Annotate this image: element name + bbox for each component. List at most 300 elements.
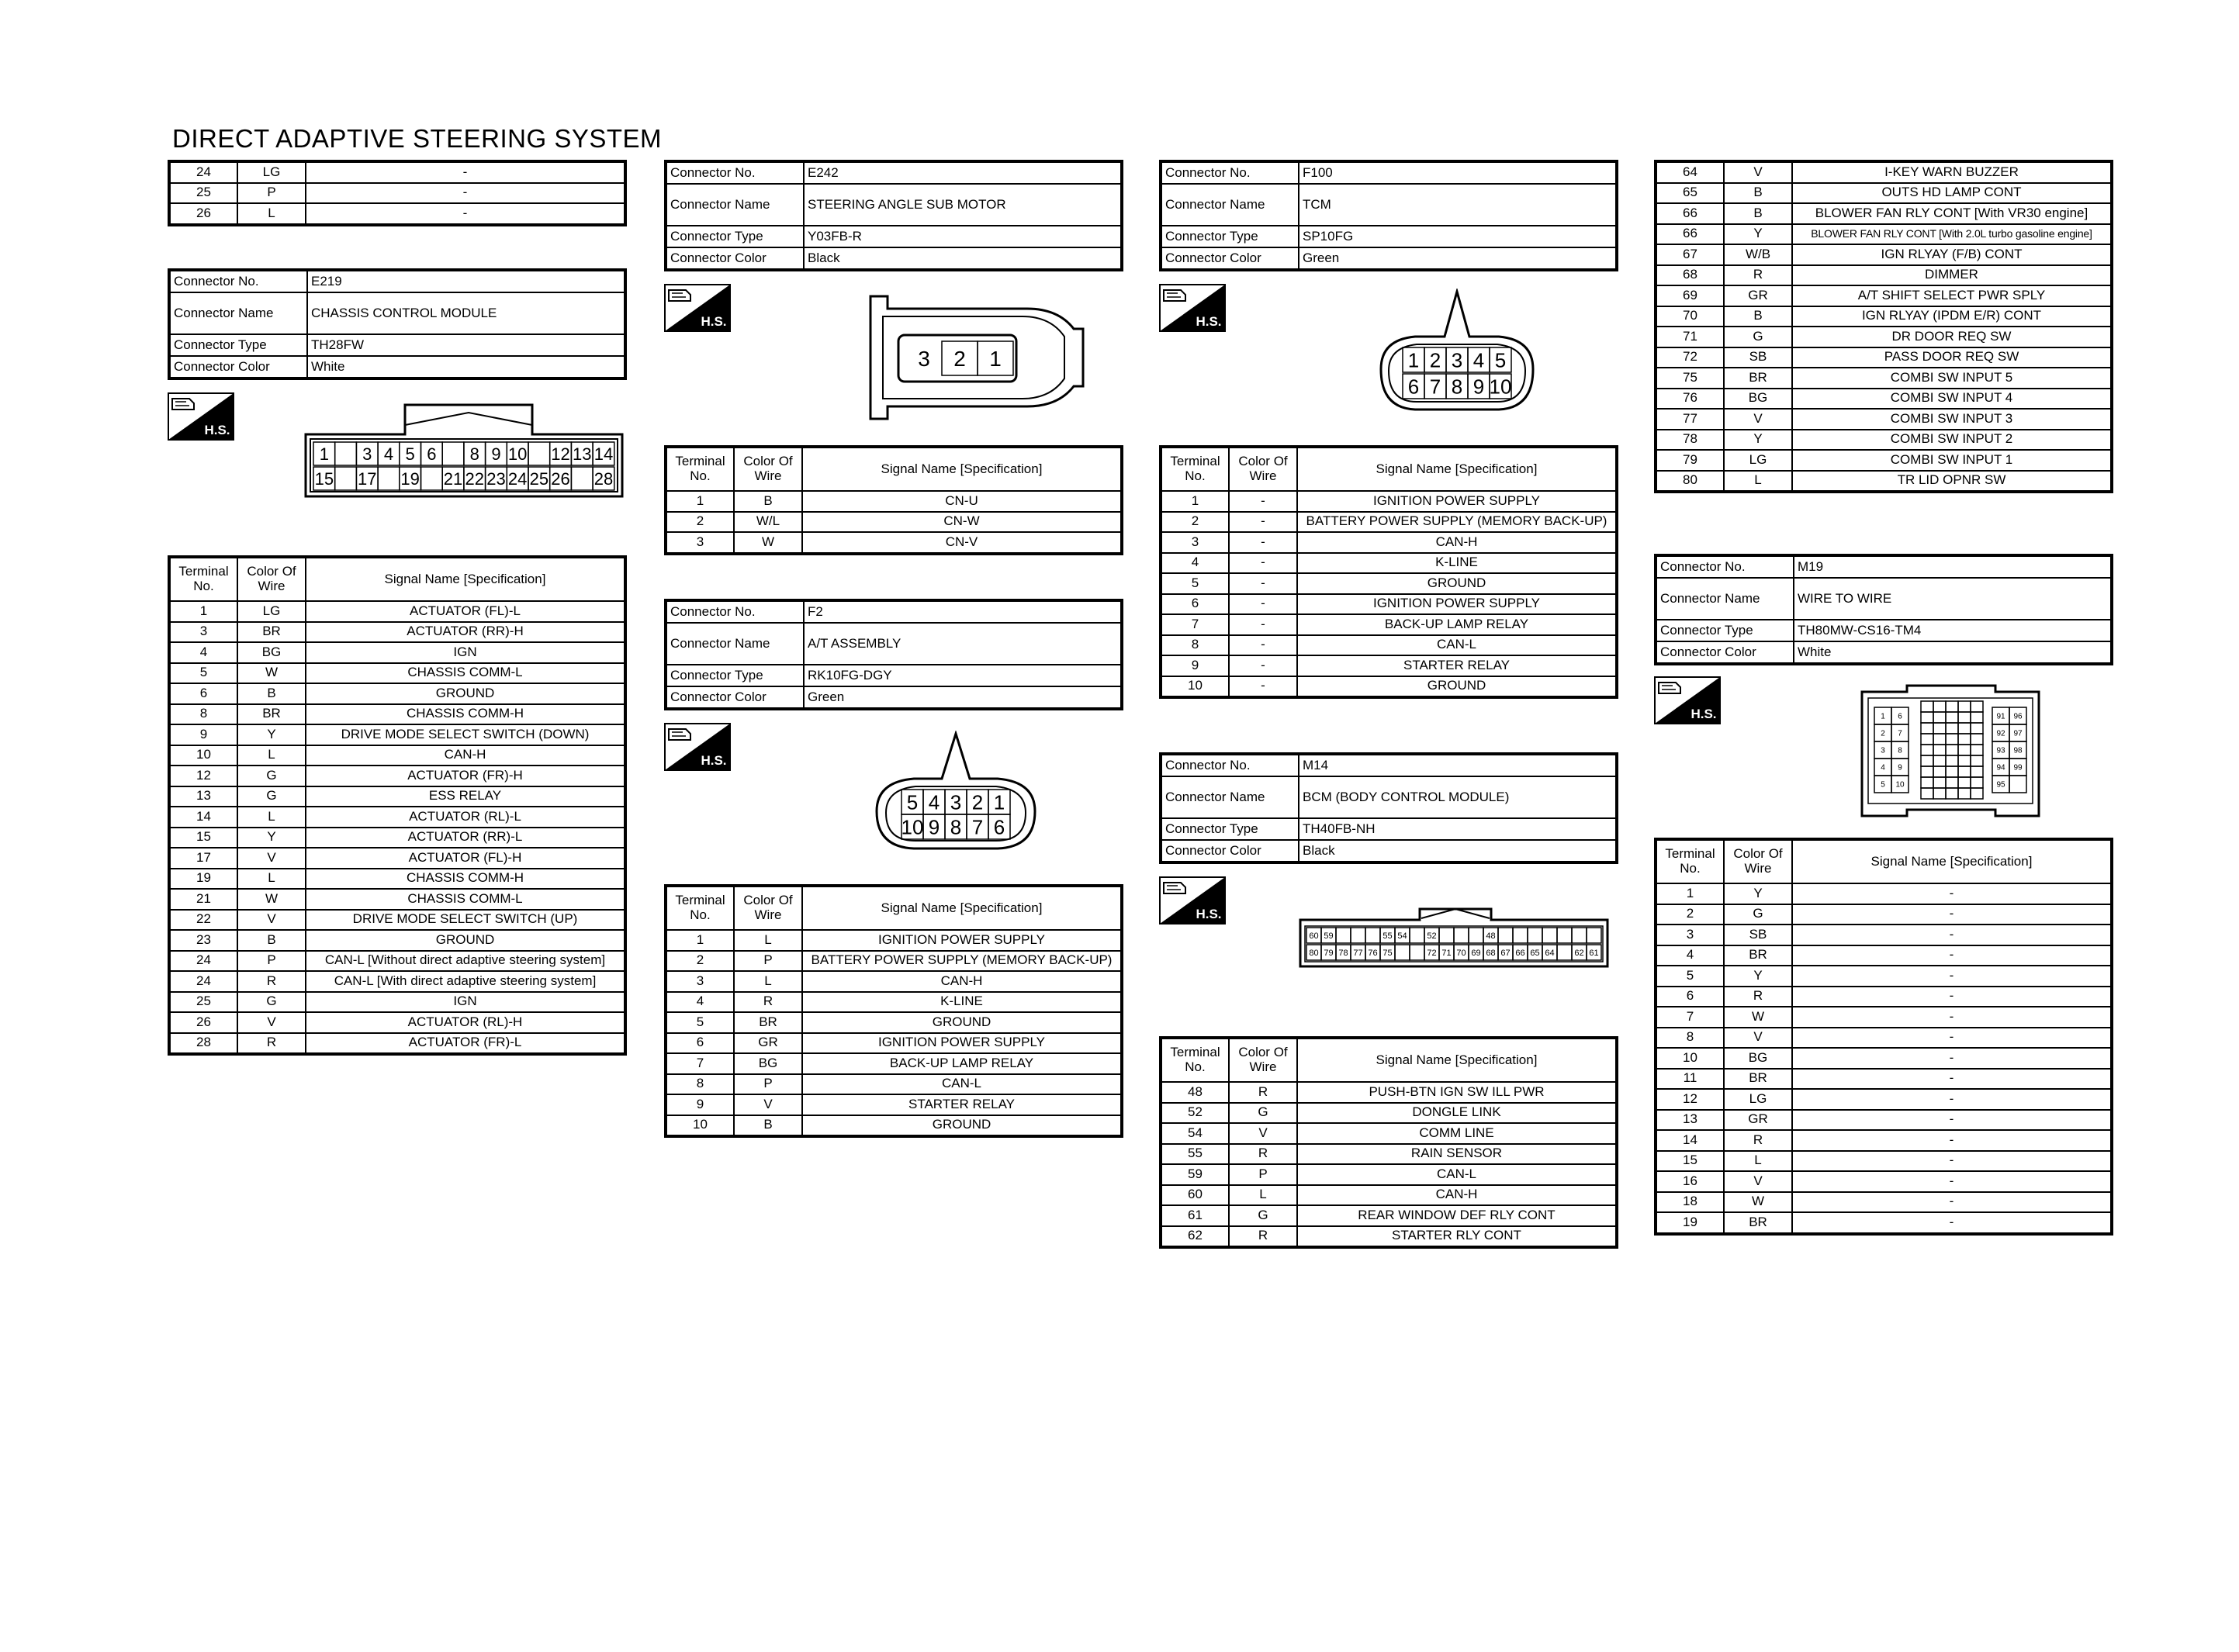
table-row bbox=[666, 1074, 1122, 1095]
connector-type-value: TH28FW bbox=[307, 334, 625, 356]
wire-color-cell: W bbox=[1724, 1007, 1792, 1028]
pin-number: 2 bbox=[953, 347, 966, 372]
wire-color-cell: G bbox=[237, 786, 306, 807]
wire-color-cell: L bbox=[1724, 1151, 1792, 1172]
signal-cell: GROUND bbox=[1297, 676, 1617, 698]
terminal-cell: 25 bbox=[169, 183, 237, 204]
wire-color-cell: B bbox=[734, 491, 802, 512]
harness-side-icon bbox=[1159, 876, 1226, 924]
wire-color-cell: V bbox=[1724, 1028, 1792, 1049]
signal-cell: K-LINE bbox=[1297, 553, 1617, 574]
terminal-cell: 10 bbox=[1161, 676, 1229, 698]
signal-cell: COMBI SW INPUT 4 bbox=[1792, 389, 2112, 410]
terminal-cell: 17 bbox=[169, 848, 237, 869]
connector-type-value: RK10FG-DGY bbox=[804, 665, 1122, 686]
pin-number: 8 bbox=[1898, 746, 1902, 755]
pin-number: 65 bbox=[1530, 948, 1540, 958]
table-row bbox=[169, 183, 625, 204]
terminal-cell: 7 bbox=[1656, 1007, 1724, 1028]
connector-diagram-m19 bbox=[1859, 683, 2042, 819]
wire-color-cell: - bbox=[1229, 573, 1297, 594]
connector-color-value: Black bbox=[804, 247, 1122, 270]
table-row bbox=[1656, 183, 2112, 204]
table-row bbox=[1656, 1048, 2112, 1069]
signal-cell: IGNITION POWER SUPPLY bbox=[802, 930, 1122, 951]
wire-color-cell: GR bbox=[1724, 285, 1792, 306]
wire-color-cell: B bbox=[1724, 306, 1792, 327]
signal-cell: - bbox=[1792, 883, 2112, 904]
pin-number: 7 bbox=[971, 815, 984, 839]
terminal-cell: 26 bbox=[169, 1012, 237, 1033]
terminal-cell: 2 bbox=[666, 951, 734, 972]
wire-color-cell: - bbox=[1229, 512, 1297, 533]
connector-color-row bbox=[666, 686, 1122, 709]
terminal-cell: 8 bbox=[666, 1074, 734, 1095]
table-row bbox=[1161, 573, 1617, 594]
terminal-cell: 1 bbox=[666, 930, 734, 951]
connector-diagram-f2 bbox=[874, 731, 1038, 855]
terminal-cell: 80 bbox=[1656, 471, 1724, 492]
pin-number: 4 bbox=[1472, 348, 1485, 372]
harness-side-icon bbox=[1654, 676, 1721, 724]
table-row bbox=[169, 622, 625, 643]
pin-number: 1 bbox=[1881, 712, 1885, 721]
harness-side-icon bbox=[664, 723, 731, 771]
signal-cell: - bbox=[1792, 1028, 2112, 1049]
pin-number: 12 bbox=[551, 444, 570, 464]
wire-color-cell: G bbox=[1724, 904, 1792, 925]
table-row bbox=[1656, 389, 2112, 410]
pin-number: 2 bbox=[1881, 729, 1885, 738]
hs-label: H.S. bbox=[701, 314, 727, 329]
terminal-cell: 13 bbox=[169, 786, 237, 807]
pin-number: 61 bbox=[1589, 948, 1599, 958]
table-row bbox=[1656, 347, 2112, 368]
connector-name-label: Connector Name bbox=[666, 623, 804, 665]
signal-cell: GROUND bbox=[802, 1115, 1122, 1137]
pin-number: 5 bbox=[906, 790, 919, 814]
wire-color-cell: L bbox=[237, 807, 306, 828]
connector-color-row bbox=[1161, 840, 1617, 862]
connector-name-row bbox=[1656, 578, 2112, 620]
terminal-cell: 16 bbox=[1656, 1171, 1724, 1192]
signal-cell: GROUND bbox=[802, 1012, 1122, 1033]
pin-table bbox=[1159, 445, 1618, 699]
pin-number: 8 bbox=[950, 815, 962, 839]
connector-color-value: Black bbox=[1299, 840, 1617, 862]
wire-color-cell: P bbox=[1229, 1164, 1297, 1185]
table-row bbox=[1656, 1171, 2112, 1192]
signal-cell: ESS RELAY bbox=[306, 786, 625, 807]
signal-cell: - bbox=[1792, 1089, 2112, 1110]
signal-cell: BATTERY POWER SUPPLY (MEMORY BACK-UP) bbox=[802, 951, 1122, 972]
terminal-cell: 55 bbox=[1161, 1144, 1229, 1165]
table-row bbox=[169, 910, 625, 931]
pin-number: 5 bbox=[1881, 780, 1885, 790]
connector-color-value: Green bbox=[1299, 247, 1617, 270]
wire-color-cell: BG bbox=[1724, 389, 1792, 410]
terminal-cell: 66 bbox=[1656, 203, 1724, 224]
signal-cell: - bbox=[1792, 924, 2112, 945]
connector-color-row bbox=[169, 356, 625, 378]
pin-number: 55 bbox=[1383, 931, 1393, 941]
table-row bbox=[1656, 1089, 2112, 1110]
pin-number: 75 bbox=[1383, 948, 1393, 958]
wire-color-cell: BG bbox=[734, 1053, 802, 1074]
table-row bbox=[1656, 161, 2112, 183]
wire-color-cell: BG bbox=[1724, 1048, 1792, 1069]
wire-color-cell: R bbox=[1229, 1144, 1297, 1165]
terminal-cell: 70 bbox=[1656, 306, 1724, 327]
pin-number: 1 bbox=[319, 444, 329, 464]
table-row bbox=[1656, 966, 2112, 987]
terminal-cell: 8 bbox=[1656, 1028, 1724, 1049]
connector-info-f100 bbox=[1159, 160, 1618, 271]
terminal-cell: 5 bbox=[169, 663, 237, 684]
connector-type-label: Connector Type bbox=[1161, 226, 1299, 247]
connector-color-label: Connector Color bbox=[666, 247, 804, 270]
terminal-cell: 2 bbox=[1161, 512, 1229, 533]
pin-number: 21 bbox=[443, 468, 463, 489]
terminal-header: Terminal No. bbox=[169, 557, 237, 601]
harness-side-icon bbox=[664, 284, 731, 332]
pin-number: 6 bbox=[1898, 712, 1902, 721]
table-row bbox=[1656, 945, 2112, 966]
pin-number: 22 bbox=[465, 468, 484, 489]
terminal-cell: 14 bbox=[169, 807, 237, 828]
connector-name-value: BCM (BODY CONTROL MODULE) bbox=[1299, 776, 1617, 818]
signal-cell: - bbox=[1792, 1130, 2112, 1151]
connector-color-value: White bbox=[1794, 641, 2112, 664]
terminal-header: Terminal No. bbox=[666, 886, 734, 930]
pin-number: 62 bbox=[1574, 948, 1584, 958]
terminal-table-e242 bbox=[664, 445, 1123, 555]
terminal-cell: 7 bbox=[1161, 614, 1229, 635]
terminal-cell: 54 bbox=[1161, 1123, 1229, 1144]
signal-cell: IGNITION POWER SUPPLY bbox=[802, 1033, 1122, 1054]
table-row bbox=[1161, 532, 1617, 553]
terminal-cell: 9 bbox=[666, 1094, 734, 1115]
pin-number: 4 bbox=[383, 444, 394, 464]
signal-header: Signal Name [Specification] bbox=[306, 557, 625, 601]
table-row bbox=[1161, 553, 1617, 574]
pin-table bbox=[168, 160, 627, 226]
signal-cell: ACTUATOR (FL)-L bbox=[306, 601, 625, 622]
table-row bbox=[666, 1033, 1122, 1054]
terminal-cell: 21 bbox=[169, 889, 237, 910]
pin-number: 68 bbox=[1486, 948, 1496, 958]
table-row bbox=[169, 992, 625, 1013]
signal-cell: COMBI SW INPUT 5 bbox=[1792, 368, 2112, 389]
signal-cell: - bbox=[306, 161, 625, 183]
signal-cell: - bbox=[1792, 987, 2112, 1007]
table-row bbox=[666, 1012, 1122, 1033]
harness-side-badge bbox=[664, 723, 731, 771]
connector-type-row bbox=[1161, 226, 1617, 247]
terminal-cell: 24 bbox=[169, 971, 237, 992]
terminal-table-m14 bbox=[1159, 1036, 1618, 1249]
terminal-cell: 1 bbox=[666, 491, 734, 512]
connector-type-row bbox=[169, 334, 625, 356]
table-row bbox=[1656, 306, 2112, 327]
terminal-table-m19 bbox=[1654, 838, 2113, 1236]
pin-number: 3 bbox=[918, 347, 930, 372]
connector-type-label: Connector Type bbox=[666, 665, 804, 686]
wire-color-cell: V bbox=[734, 1094, 802, 1115]
connector-color-label: Connector Color bbox=[666, 686, 804, 709]
signal-cell: STARTER RELAY bbox=[1297, 655, 1617, 676]
terminal-cell: 4 bbox=[1656, 945, 1724, 966]
signal-cell: CN-U bbox=[802, 491, 1122, 512]
connector-name-label: Connector Name bbox=[666, 184, 804, 226]
pin-number: 70 bbox=[1456, 948, 1466, 958]
table-row bbox=[169, 869, 625, 890]
terminal-cell: 71 bbox=[1656, 327, 1724, 347]
signal-cell: CAN-L bbox=[1297, 635, 1617, 656]
wire-color-cell: BR bbox=[1724, 368, 1792, 389]
pin-number: 1 bbox=[1407, 348, 1420, 372]
terminal-cell: 12 bbox=[169, 766, 237, 786]
terminal-cell: 67 bbox=[1656, 244, 1724, 265]
terminal-cell: 66 bbox=[1656, 224, 1724, 245]
terminal-cell: 61 bbox=[1161, 1205, 1229, 1226]
signal-cell: - bbox=[1792, 966, 2112, 987]
wire-color-cell: B bbox=[734, 1115, 802, 1137]
connector-info-e242 bbox=[664, 160, 1123, 271]
wire-color-cell: SB bbox=[1724, 347, 1792, 368]
table-row bbox=[169, 745, 625, 766]
pin-number: 9 bbox=[1898, 763, 1902, 772]
connector-no-label: Connector No. bbox=[666, 600, 804, 623]
terminal-header: Terminal No. bbox=[1161, 447, 1229, 491]
table-row bbox=[1161, 1144, 1617, 1165]
color-header: Color Of Wire bbox=[1724, 839, 1792, 883]
table-row bbox=[169, 766, 625, 786]
table-row bbox=[1656, 409, 2112, 430]
table-row bbox=[1656, 224, 2112, 245]
signal-cell: ACTUATOR (FR)-H bbox=[306, 766, 625, 786]
terminal-cell: 10 bbox=[1656, 1048, 1724, 1069]
signal-cell: ACTUATOR (FL)-H bbox=[306, 848, 625, 869]
pin-number: 9 bbox=[1472, 375, 1485, 399]
wire-color-cell: L bbox=[734, 930, 802, 951]
pin-number: 1 bbox=[989, 347, 1002, 372]
terminal-cell: 18 bbox=[1656, 1192, 1724, 1213]
pin-number: 98 bbox=[2013, 746, 2023, 755]
wire-color-cell: R bbox=[237, 971, 306, 992]
pin-number: 13 bbox=[573, 444, 592, 464]
wire-color-cell: - bbox=[1229, 532, 1297, 553]
pin-number: 2 bbox=[971, 790, 984, 814]
signal-cell: BLOWER FAN RLY CONT [With 2.0L turbo gasoline engine] bbox=[1792, 224, 2112, 245]
table-row bbox=[1161, 1164, 1617, 1185]
terminal-cell: 24 bbox=[169, 161, 237, 183]
table-row bbox=[169, 807, 625, 828]
pin-number: 10 bbox=[507, 444, 528, 464]
signal-cell: PASS DOOR REQ SW bbox=[1792, 347, 2112, 368]
connector-name-row bbox=[1161, 184, 1617, 226]
signal-cell: CAN-L bbox=[802, 1074, 1122, 1095]
table-row bbox=[1656, 244, 2112, 265]
table-row bbox=[1656, 924, 2112, 945]
connector-type-row bbox=[666, 226, 1122, 247]
wire-color-cell: - bbox=[1229, 635, 1297, 656]
pin-number: 71 bbox=[1441, 948, 1452, 958]
connector-name-value: WIRE TO WIRE bbox=[1794, 578, 2112, 620]
table-row bbox=[169, 203, 625, 225]
wire-color-cell: R bbox=[1724, 987, 1792, 1007]
pin-table bbox=[1654, 838, 2113, 1236]
signal-cell: CHASSIS COMM-H bbox=[306, 704, 625, 725]
connector-name-label: Connector Name bbox=[1161, 776, 1299, 818]
table-row bbox=[666, 992, 1122, 1013]
harness-side-badge bbox=[1654, 676, 1721, 724]
wire-color-cell: LG bbox=[1724, 1089, 1792, 1110]
pin-number: 79 bbox=[1324, 948, 1334, 958]
connector-no-row bbox=[666, 161, 1122, 184]
table-row bbox=[169, 930, 625, 951]
signal-cell: - bbox=[306, 203, 625, 225]
table-row bbox=[169, 161, 625, 183]
table-row bbox=[1161, 594, 1617, 615]
table-row bbox=[1656, 450, 2112, 471]
connector-color-value: White bbox=[307, 356, 625, 378]
table-row bbox=[1656, 471, 2112, 492]
wire-color-cell: L bbox=[237, 203, 306, 225]
connector-name-value: STEERING ANGLE SUB MOTOR bbox=[804, 184, 1122, 226]
harness-side-icon bbox=[1159, 284, 1226, 332]
connector-no-label: Connector No. bbox=[169, 270, 307, 292]
terminal-cell: 5 bbox=[1161, 573, 1229, 594]
pin-number: 3 bbox=[1881, 746, 1885, 755]
connector-no-row bbox=[1656, 555, 2112, 578]
connector-type-label: Connector Type bbox=[169, 334, 307, 356]
wire-color-cell: G bbox=[1229, 1103, 1297, 1124]
terminal-cell: 6 bbox=[169, 683, 237, 704]
signal-cell: STARTER RELAY bbox=[802, 1094, 1122, 1115]
terminal-cell: 1 bbox=[1656, 883, 1724, 904]
terminal-cell: 3 bbox=[666, 532, 734, 554]
terminal-cell: 8 bbox=[169, 704, 237, 725]
wire-color-cell: LG bbox=[237, 601, 306, 622]
connector-name-label: Connector Name bbox=[1656, 578, 1794, 620]
table-row bbox=[666, 491, 1122, 512]
connector-type-label: Connector Type bbox=[666, 226, 804, 247]
wire-color-cell: V bbox=[237, 1012, 306, 1033]
signal-header: Signal Name [Specification] bbox=[802, 447, 1122, 491]
connector-type-row bbox=[1161, 818, 1617, 840]
signal-cell: COMBI SW INPUT 2 bbox=[1792, 430, 2112, 451]
terminal-cell: 64 bbox=[1656, 161, 1724, 183]
harness-side-badge bbox=[1159, 876, 1226, 924]
signal-header: Signal Name [Specification] bbox=[1297, 1038, 1617, 1082]
signal-cell: - bbox=[1792, 904, 2112, 925]
connector-name-value: A/T ASSEMBLY bbox=[804, 623, 1122, 665]
wire-color-cell: LG bbox=[1724, 450, 1792, 471]
wire-color-cell: Y bbox=[1724, 966, 1792, 987]
signal-cell: RAIN SENSOR bbox=[1297, 1144, 1617, 1165]
wire-color-cell: SB bbox=[1724, 924, 1792, 945]
signal-cell: ACTUATOR (RR)-H bbox=[306, 622, 625, 643]
connector-name-row bbox=[666, 623, 1122, 665]
wire-color-cell: BR bbox=[1724, 1069, 1792, 1090]
terminal-cell: 4 bbox=[169, 642, 237, 663]
terminal-cell: 1 bbox=[169, 601, 237, 622]
right-continuation-table bbox=[1654, 160, 2113, 493]
pin-number: 72 bbox=[1427, 948, 1437, 958]
connector-color-label: Connector Color bbox=[1656, 641, 1794, 664]
table-row bbox=[1656, 1130, 2112, 1151]
signal-cell: - bbox=[1792, 1151, 2112, 1172]
terminal-cell: 6 bbox=[666, 1033, 734, 1054]
pin-number: 96 bbox=[2013, 712, 2023, 721]
wire-color-cell: Y bbox=[1724, 224, 1792, 245]
terminal-cell: 7 bbox=[666, 1053, 734, 1074]
wire-color-cell: BR bbox=[1724, 945, 1792, 966]
table-row bbox=[1656, 368, 2112, 389]
wire-color-cell: - bbox=[1229, 553, 1297, 574]
signal-cell: IGNITION POWER SUPPLY bbox=[1297, 491, 1617, 512]
pin-number: 76 bbox=[1368, 948, 1378, 958]
harness-side-icon bbox=[168, 392, 234, 441]
connector-color-label: Connector Color bbox=[1161, 840, 1299, 862]
table-row bbox=[1161, 655, 1617, 676]
pin-number: 67 bbox=[1500, 948, 1511, 958]
pin-number: 77 bbox=[1353, 948, 1363, 958]
connector-color-row bbox=[1161, 247, 1617, 270]
table-row bbox=[1656, 1007, 2112, 1028]
table-row bbox=[1656, 904, 2112, 925]
wire-color-cell: - bbox=[1229, 614, 1297, 635]
terminal-cell: 19 bbox=[1656, 1212, 1724, 1234]
pin-number: 3 bbox=[950, 790, 962, 814]
signal-cell: CHASSIS COMM-H bbox=[306, 869, 625, 890]
connector-name-value: CHASSIS CONTROL MODULE bbox=[307, 292, 625, 334]
terminal-table-e219 bbox=[168, 555, 627, 1056]
pin-number: 66 bbox=[1515, 948, 1525, 958]
signal-cell: IGN bbox=[306, 642, 625, 663]
signal-cell: OUTS HD LAMP CONT bbox=[1792, 183, 2112, 204]
connector-no-value: M14 bbox=[1299, 754, 1617, 776]
table-header-row bbox=[666, 886, 1122, 930]
wire-color-cell: BG bbox=[237, 642, 306, 663]
pin-table bbox=[664, 445, 1123, 555]
wire-color-cell: LG bbox=[237, 161, 306, 183]
terminal-cell: 4 bbox=[1161, 553, 1229, 574]
signal-cell: DIMMER bbox=[1792, 265, 2112, 286]
terminal-cell: 69 bbox=[1656, 285, 1724, 306]
connector-info-e219 bbox=[168, 268, 627, 380]
signal-cell: CAN-H bbox=[1297, 532, 1617, 553]
terminal-cell: 9 bbox=[169, 724, 237, 745]
terminal-cell: 23 bbox=[169, 930, 237, 951]
wire-color-cell: Y bbox=[237, 828, 306, 848]
connector-color-value: Green bbox=[804, 686, 1122, 709]
connector-no-value: F2 bbox=[804, 600, 1122, 623]
wire-color-cell: W bbox=[237, 889, 306, 910]
wire-color-cell: W/L bbox=[734, 512, 802, 533]
terminal-cell: 1 bbox=[1161, 491, 1229, 512]
pin-number: 7 bbox=[1429, 375, 1441, 399]
connector-diagram-e242 bbox=[867, 293, 1085, 422]
table-row bbox=[1656, 987, 2112, 1007]
signal-cell: - bbox=[306, 183, 625, 204]
connector-no-value: E242 bbox=[804, 161, 1122, 184]
pin-number: 26 bbox=[551, 468, 570, 489]
pin-number: 2 bbox=[1429, 348, 1441, 372]
pin-number: 28 bbox=[593, 468, 614, 489]
table-row bbox=[169, 642, 625, 663]
